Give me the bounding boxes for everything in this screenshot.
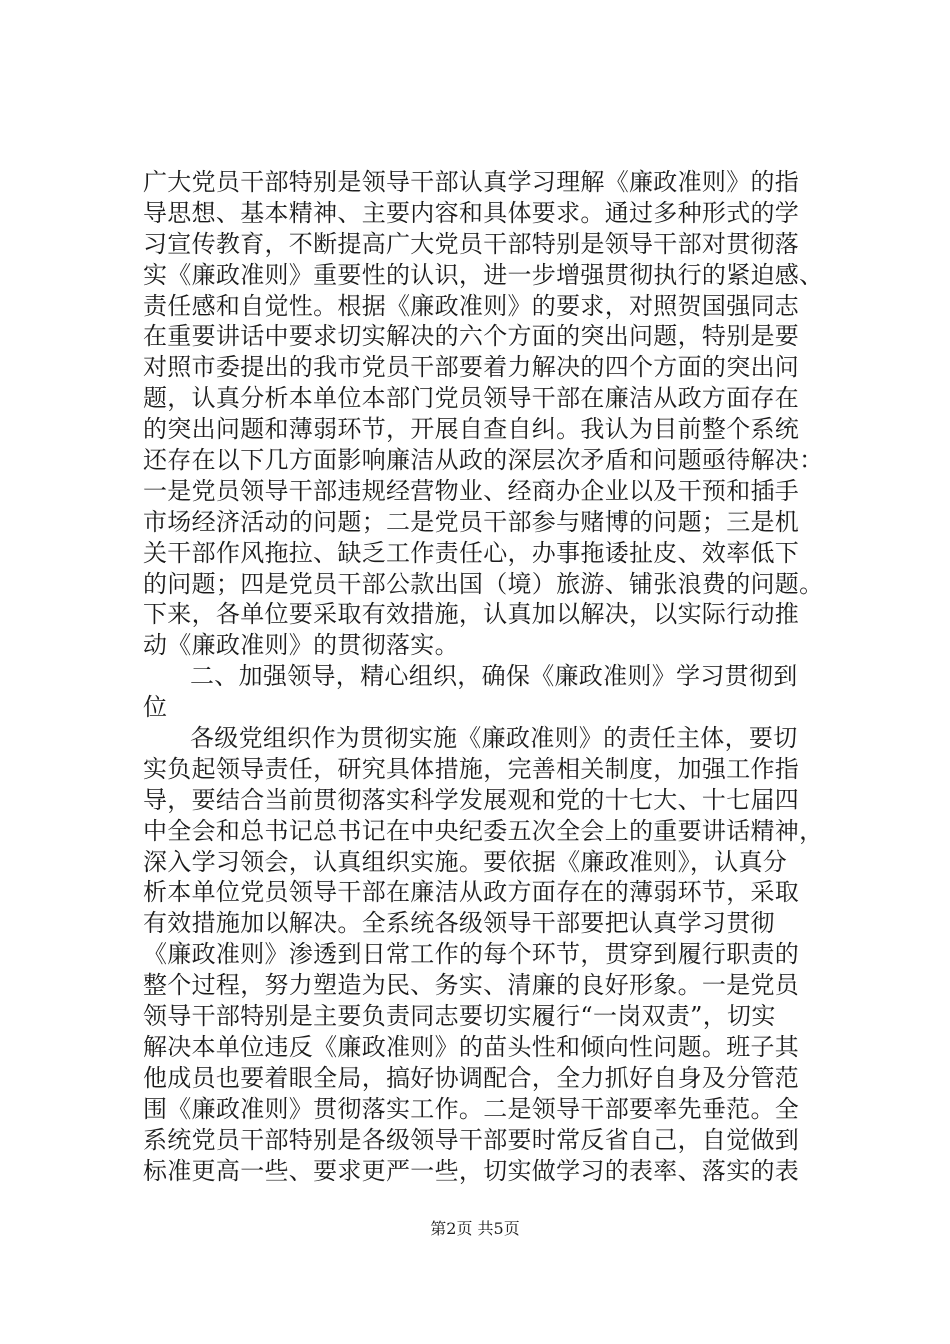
page-footer xyxy=(0,1216,950,1239)
text-line: 的问题；四是党员干部公款出国（境）旅游、铺张浪费的问题。 xyxy=(143,569,824,598)
text-line: 析本单位党员领导干部在廉洁从政方面存在的薄弱环节，采取 xyxy=(143,878,800,907)
text-line: 一是党员领导干部违规经营物业、经商办企业以及干预和插手 xyxy=(143,476,800,505)
section-heading: 二、加强领导，精心组织，确保《廉政准则》学习贯彻到 xyxy=(190,662,798,691)
text-line: 解决本单位违反《廉政准则》的苗头性和倾向性问题。班子其 xyxy=(143,1032,800,1061)
text-line: 他成员也要着眼全局，搞好协调配合，全力抓好自身及分管范 xyxy=(143,1063,800,1092)
text-line: 题，认真分析本单位本部门党员领导干部在廉洁从政方面存在 xyxy=(143,384,800,413)
text-line: 导思想、基本精神、主要内容和具体要求。通过多种形式的学 xyxy=(143,198,800,227)
text-line: 动《廉政准则》的贯彻落实。 xyxy=(143,631,459,660)
text-line: 下来，各单位要采取有效措施，认真加以解决，以实际行动推 xyxy=(143,600,800,629)
text-line: 围《廉政准则》贯彻落实工作。二是领导干部要率先垂范。全 xyxy=(143,1094,800,1123)
text-line: 对照市委提出的我市党员干部要着力解决的四个方面的突出问 xyxy=(143,353,800,382)
text-line: 深入学习领会，认真组织实施。要依据《廉政准则》，认真分 xyxy=(143,847,788,876)
text-line: 《廉政准则》渗透到日常工作的每个环节，贯穿到履行职责的 xyxy=(143,940,800,969)
text-line: 中全会和总书记总书记在中央纪委五次全会上的重要讲话精神， xyxy=(143,816,824,845)
page-number-label: 第2页 共5页 xyxy=(430,1219,520,1238)
text-line: 整个过程，努力塑造为民、务实、清廉的良好形象。一是党员 xyxy=(143,971,800,1000)
text-line: 市场经济活动的问题；二是党员干部参与赌博的问题；三是机 xyxy=(143,507,800,536)
text-line: 导，要结合当前贯彻落实科学发展观和党的十七大、十七届四 xyxy=(143,785,800,814)
text-line: 还存在以下几方面影响廉洁从政的深层次矛盾和问题亟待解决： xyxy=(143,446,824,475)
text-line: 在重要讲话中要求切实解决的六个方面的突出问题，特别是要 xyxy=(143,322,800,351)
text-line: 的突出问题和薄弱环节，开展自查自纠。我认为目前整个系统 xyxy=(143,415,800,444)
section-heading-continuation: 位 xyxy=(143,693,168,722)
document-body xyxy=(143,167,833,1186)
text-line: 广大党员干部特别是领导干部认真学习理解《廉政准则》的指 xyxy=(143,168,800,196)
text-line: 标准更高一些、要求更严一些，切实做学习的表率、落实的表 xyxy=(143,1156,800,1185)
text-line: 实负起领导责任，研究具体措施，完善相关制度，加强工作指 xyxy=(143,754,800,783)
text-line: 实《廉政准则》重要性的认识，进一步增强贯彻执行的紧迫感、 xyxy=(143,260,824,289)
text-line: 关干部作风拖拉、缺乏工作责任心，办事拖诿扯皮、效率低下 xyxy=(143,538,800,567)
text-line: 领导干部特别是主要负责同志要切实履行“一岗双责”，切实 xyxy=(143,1002,776,1031)
text-line: 习宣传教育，不断提高广大党员干部特别是领导干部对贯彻落 xyxy=(143,229,800,258)
paragraph-start-line: 各级党组织作为贯彻实施《廉政准则》的责任主体，要切 xyxy=(190,724,798,753)
text-line: 有效措施加以解决。全系统各级领导干部要把认真学习贯彻 xyxy=(143,909,775,938)
text-line: 责任感和自觉性。根据《廉政准则》的要求，对照贺国强同志 xyxy=(143,291,800,320)
text-line: 系统党员干部特别是各级领导干部要时常反省自己，自觉做到 xyxy=(143,1125,800,1154)
